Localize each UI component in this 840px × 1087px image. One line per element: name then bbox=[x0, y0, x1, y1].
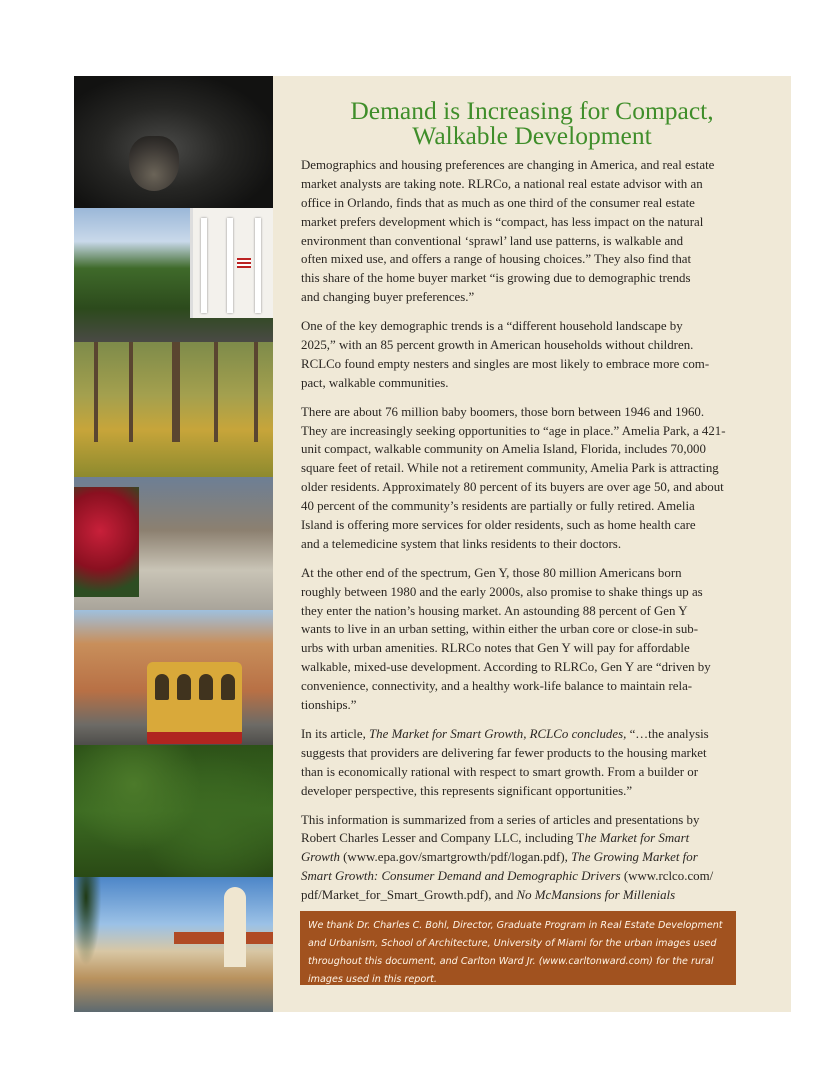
italic-text: The Market for Smart Growth, RCLCo concludes, bbox=[369, 726, 627, 741]
bear-snout bbox=[129, 136, 179, 191]
trolley-window bbox=[199, 674, 213, 700]
text: older residents. Approximately 80 percent of its buyers are over age 50, and about bbox=[301, 480, 724, 495]
acknowledgment-line: We thank Dr. Charles C. Bohl, Director, Graduate Program in Real Estate Development bbox=[308, 920, 723, 931]
text: RCLCo found empty nesters and singles are most likely to embrace more com- bbox=[301, 356, 710, 371]
tree-trunk bbox=[172, 342, 180, 442]
pine-forest-photo bbox=[74, 342, 273, 477]
text: At the other end of the spectrum, Gen Y, those 80 million Americans born bbox=[301, 565, 682, 580]
text: than is economically rational with respect to smart growth. From a builder or bbox=[301, 764, 699, 779]
text-line bbox=[301, 516, 771, 535]
text: Demographics and housing preferences are changing in America, and real estate bbox=[301, 158, 715, 172]
trolley-window bbox=[177, 674, 191, 700]
text-line bbox=[301, 564, 771, 583]
text: (www.rclco.com/ bbox=[620, 869, 714, 884]
text-line bbox=[301, 811, 771, 830]
text: developer perspective, this represents significant opportunities.” bbox=[301, 783, 633, 798]
text-line bbox=[301, 478, 771, 497]
title-line: Walkable Development bbox=[412, 121, 652, 150]
text: pact, walkable communities. bbox=[301, 375, 449, 390]
text-line bbox=[301, 288, 771, 307]
text-line bbox=[301, 213, 771, 232]
article-panel bbox=[273, 76, 791, 1012]
trolley-window bbox=[221, 674, 235, 700]
italic-text: Growth bbox=[301, 850, 340, 865]
plaza-photo bbox=[74, 477, 273, 610]
text-line bbox=[301, 744, 771, 763]
text: often mixed use, and offers a range of housing choices.” They also find that bbox=[301, 252, 692, 267]
photo-strip bbox=[74, 76, 273, 1012]
text-line bbox=[301, 848, 771, 867]
acknowledgment-line: throughout this document, and Carlton Ward Jr. (www.carltonward.com) for the rural bbox=[308, 956, 714, 967]
text-line bbox=[301, 677, 771, 696]
tower bbox=[224, 887, 246, 967]
text: This information is summarized from a series of articles and presentations by bbox=[301, 812, 700, 827]
paragraph bbox=[301, 403, 771, 554]
paragraph bbox=[301, 725, 771, 801]
text: roughly between 1980 and the early 2000s, also promise to shake things up as bbox=[301, 584, 703, 599]
text: market analysts are taking note. RLRCo, a national real estate advisor with an bbox=[301, 176, 703, 191]
tree-trunk bbox=[94, 342, 98, 442]
text: pdf/Market_for_Smart_Growth.pdf), and bbox=[301, 888, 517, 903]
text: Island is offering more services for older residents, such as home health care bbox=[301, 518, 696, 533]
acknowledgment-box bbox=[300, 911, 736, 985]
text-line bbox=[301, 497, 771, 516]
text-line bbox=[301, 175, 771, 194]
acknowledgment-line: images used in this report. bbox=[308, 974, 437, 985]
house-photo bbox=[74, 208, 273, 342]
text-line bbox=[301, 829, 771, 848]
text-line bbox=[301, 639, 771, 658]
text-line bbox=[301, 422, 771, 441]
text-line bbox=[301, 620, 771, 639]
paragraph bbox=[301, 811, 771, 905]
italic-text: No McMansions for Millenials bbox=[516, 888, 676, 903]
text: market prefers development which is “compact, has less impact on the natural bbox=[301, 214, 704, 229]
text: unit compact, walkable community on Amelia Island, Florida, includes 70,000 bbox=[301, 442, 706, 457]
article-body bbox=[301, 156, 771, 915]
text: 2025,” with an 85 percent growth in American households without children. bbox=[301, 338, 694, 353]
tree-trunk bbox=[129, 342, 133, 442]
text: wants to live in an urban setting, within either the urban core or close-in sub- bbox=[301, 622, 698, 637]
column bbox=[201, 218, 207, 313]
text: In its article, bbox=[301, 726, 370, 741]
porch-house bbox=[190, 208, 273, 318]
text-line bbox=[301, 232, 771, 251]
text-line bbox=[301, 374, 771, 393]
text: “…the analysis bbox=[626, 726, 709, 741]
paragraph bbox=[301, 156, 771, 307]
text: Robert Charles Lesser and Company LLC, including T bbox=[301, 831, 585, 846]
text-line bbox=[301, 782, 771, 801]
text-line bbox=[301, 867, 771, 886]
column bbox=[227, 218, 233, 313]
text-line bbox=[301, 336, 771, 355]
text: they enter the nation’s housing market. An astounding 88 percent of Gen Y bbox=[301, 603, 688, 618]
text-line bbox=[301, 602, 771, 621]
text: convenience, connectivity, and a healthy work-life balance to maintain rela- bbox=[301, 679, 693, 694]
text-line bbox=[301, 156, 771, 175]
text-line bbox=[301, 763, 771, 782]
paragraph bbox=[301, 317, 771, 393]
flag-icon bbox=[237, 258, 251, 268]
text: and a telemedicine system that links residents to their doctors. bbox=[301, 536, 622, 551]
text-line bbox=[301, 658, 771, 677]
tree-trunk bbox=[214, 342, 218, 442]
trolley bbox=[147, 662, 242, 744]
tree-trunk bbox=[254, 342, 258, 442]
text: urbs with urban amenities. RLRCo notes that Gen Y will pay for affordable bbox=[301, 641, 690, 656]
text: and changing buyer preferences.” bbox=[301, 290, 475, 305]
text-line bbox=[301, 269, 771, 288]
trolley-window bbox=[155, 674, 169, 700]
text: suggests that providers are delivering far fewer products to the housing market bbox=[301, 745, 707, 760]
text-line bbox=[301, 355, 771, 374]
text: One of the key demographic trends is a “different household landscape by bbox=[301, 319, 683, 334]
text-line bbox=[301, 440, 771, 459]
acknowledgment-line: and Urbanism, School of Architecture, University of Miami for the urban images used bbox=[308, 938, 717, 949]
flowers bbox=[74, 487, 139, 597]
text: (www.epa.gov/smartgrowth/pdf/logan.pdf), bbox=[339, 850, 572, 865]
text: 40 percent of the community’s residents are partially or fully retired. Amelia bbox=[301, 499, 695, 514]
text: walkable, mixed-use development. According to RLRCo, Gen Y are “driven by bbox=[301, 660, 711, 675]
text-line bbox=[301, 725, 771, 744]
orchard-photo bbox=[74, 745, 273, 877]
town-photo bbox=[74, 877, 273, 1012]
text: They are increasingly seeking opportunities to “age in place.” Amelia Park, a 421- bbox=[301, 423, 726, 438]
text-line bbox=[301, 403, 771, 422]
trolley-photo bbox=[74, 610, 273, 745]
text-line bbox=[301, 886, 771, 905]
paragraph bbox=[301, 564, 771, 715]
text: square feet of retail. While not a retirement community, Amelia Park is attracting bbox=[301, 461, 719, 476]
text-line bbox=[301, 317, 771, 336]
italic-text: he Market for Smart bbox=[584, 831, 690, 846]
italic-text: Smart Growth: Consumer Demand and Demographic Drivers bbox=[301, 869, 621, 884]
title-line: Demand is Increasing for Compact, bbox=[350, 96, 714, 125]
italic-text: The Growing Market for bbox=[571, 850, 698, 865]
text-line bbox=[301, 250, 771, 269]
text: There are about 76 million baby boomers, those born between 1946 and 1960. bbox=[301, 404, 705, 419]
text-line bbox=[301, 696, 771, 715]
text: tionships.” bbox=[301, 698, 357, 713]
text-line bbox=[301, 535, 771, 554]
text: office in Orlando, finds that as much as one third of the consumer real estate bbox=[301, 195, 695, 210]
text-line bbox=[301, 583, 771, 602]
page-title bbox=[273, 98, 791, 148]
text: environment than conventional ‘sprawl’ land use patterns, is walkable and bbox=[301, 233, 684, 248]
text: this share of the home buyer market “is growing due to demographic trends bbox=[301, 271, 691, 286]
bear-photo bbox=[74, 76, 273, 208]
text-line bbox=[301, 459, 771, 478]
column bbox=[255, 218, 261, 313]
palm-tree bbox=[74, 877, 104, 977]
text-line bbox=[301, 194, 771, 213]
